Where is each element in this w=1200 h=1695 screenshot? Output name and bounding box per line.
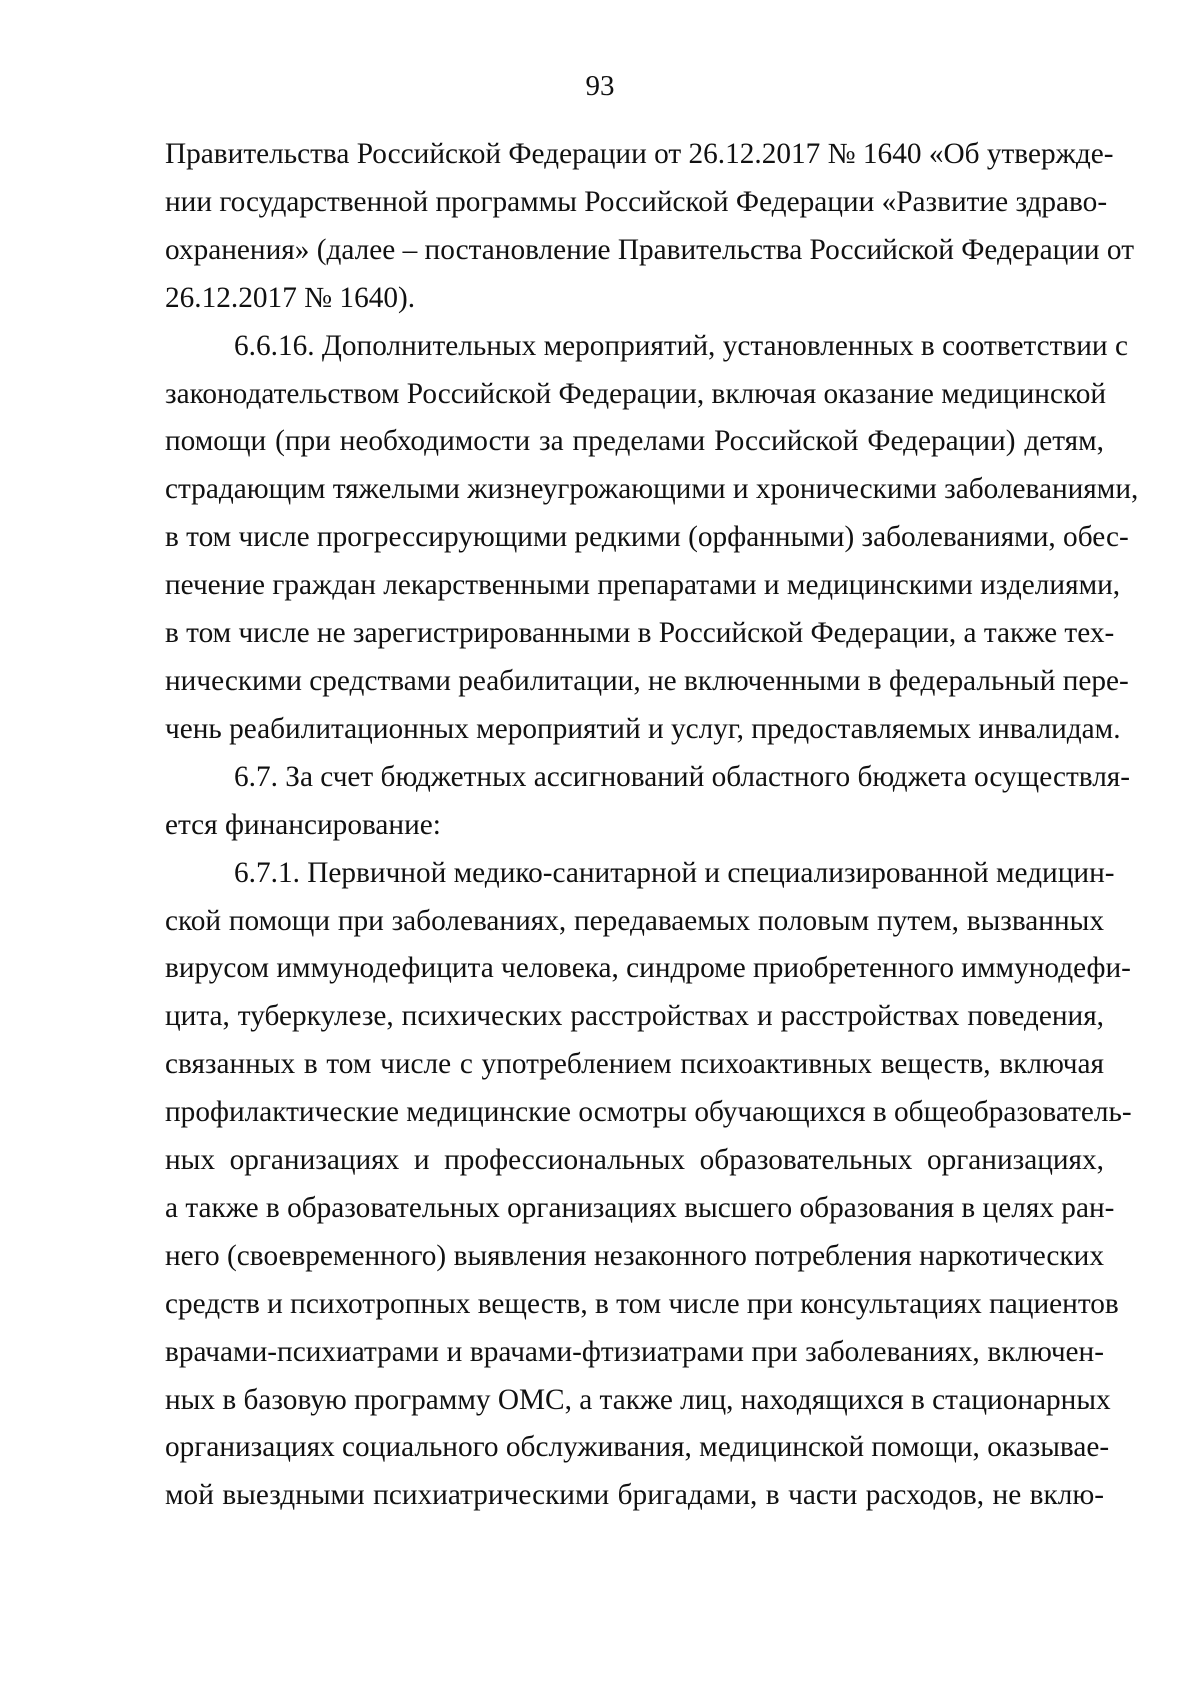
text-line: ническими средствами реабилитации, не включенными в федеральный пере- [165, 664, 1129, 697]
paragraph-6-7-1 [165, 850, 1132, 1521]
text-line: а также в образовательных организациях высшего образования в целях ран- [165, 1191, 1115, 1224]
text-line: 6.6.16. Дополнительных мероприятий, установленных в соответствии с [234, 329, 1128, 362]
text-line: врачами-психиатрами и врачами-фтизиатрами при заболеваниях, включен- [165, 1335, 1104, 1368]
page-number: 93 [585, 70, 615, 102]
text-line: в том числе не зарегистрированными в Российской Федерации, а также тех- [165, 617, 1115, 650]
text-line: ется финансирование: [165, 808, 441, 841]
text-line: законодательством Российской Федерации, включая оказание медицинской [165, 377, 1107, 410]
text-line: вирусом иммунодефицита человека, синдроме приобретенного иммунодефи- [165, 952, 1131, 985]
document-body [165, 131, 1139, 1520]
paragraph-continuation [165, 131, 1134, 323]
text-line: цита, туберкулезе, психических расстройствах и расстройствах поведения, [165, 1000, 1104, 1033]
text-line: страдающим тяжелыми жизнеугрожающими и хроническими заболеваниями, [165, 473, 1139, 506]
text-line: 6.7.1. Первичной медико-санитарной и специализированной медицин- [234, 856, 1115, 889]
text-line: нии государственной программы Российской Федерации «Развитие здраво- [165, 185, 1108, 218]
text-line: ных организациях и профессиональных образовательных организациях, [165, 1144, 1104, 1177]
text-line: мой выездными психиатрическими бригадами, в части расходов, не вклю- [165, 1479, 1104, 1512]
text-line: средств и психотропных веществ, в том числе при консультациях пациентов [165, 1287, 1119, 1320]
text-line: организациях социального обслуживания, медицинской помощи, оказывае- [165, 1431, 1110, 1464]
text-line: него (своевременного) выявления незаконного потребления наркотических [165, 1239, 1104, 1272]
text-line: Правительства Российской Федерации от 26.12.2017 № 1640 «Об утвержде- [165, 138, 1114, 170]
text-line: ных в базовую программу ОМС, а также лиц, находящихся в стационарных [165, 1383, 1111, 1416]
text-line: 26.12.2017 № 1640). [165, 281, 416, 314]
paragraph-6-7 [165, 754, 1131, 850]
text-line: помощи (при необходимости за пределами Российской Федерации) детям, [165, 425, 1104, 458]
text-line: чень реабилитационных мероприятий и услуг, предоставляемых инвалидам. [165, 712, 1121, 745]
text-line: печение граждан лекарственными препаратами и медицинскими изделиями, [165, 569, 1121, 602]
text-line: охранения» (далее – постановление Правительства Российской Федерации от [165, 233, 1134, 266]
text-line: профилактические медицинские осмотры обучающихся в общеобразователь- [165, 1096, 1132, 1129]
paragraph-6-6-16 [165, 323, 1139, 754]
text-line: связанных в том числе с употреблением психоактивных веществ, включая [165, 1048, 1104, 1081]
text-line: в том числе прогрессирующими редкими (орфанными) заболеваниями, обес- [165, 521, 1129, 554]
text-line: ской помощи при заболеваниях, передаваемых половым путем, вызванных [165, 904, 1104, 937]
text-line: 6.7. За счет бюджетных ассигнований областного бюджета осуществля- [234, 760, 1131, 793]
